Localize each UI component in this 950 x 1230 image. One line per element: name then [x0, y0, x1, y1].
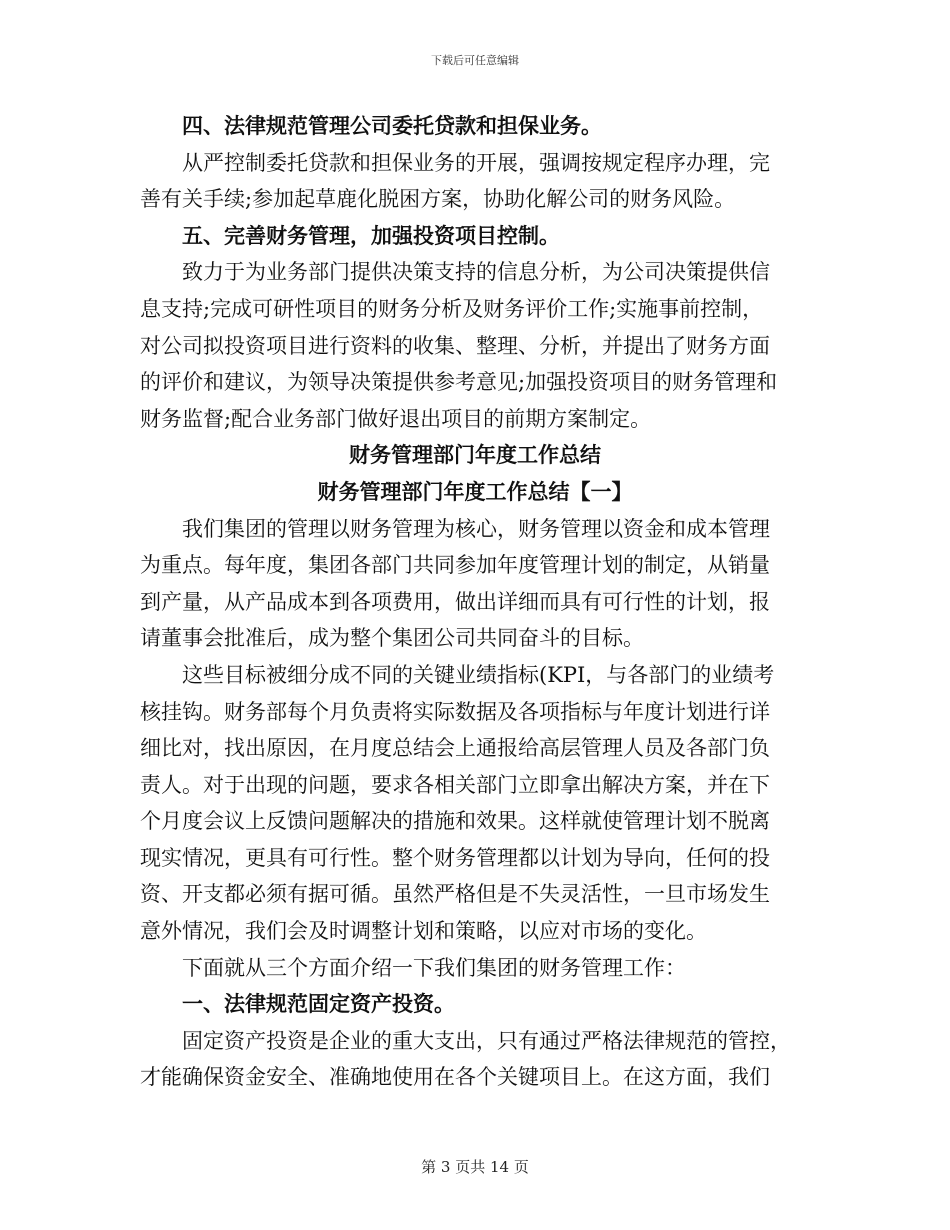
paragraph-line: 资、开支都必须有据可循。虽然严格但是不失灵活性，一旦市场发生 [140, 882, 770, 907]
paragraph-line: 才能确保资金安全、准确地使用在各个关键项目上。在这方面，我们 [140, 1065, 770, 1090]
paragraph-line: 致力于为业务部门提供决策支持的信息分析，为公司决策提供信 [182, 260, 770, 285]
paragraph-line: 个月度会议上反馈问题解决的措施和效果。这样就使管理计划不脱离 [140, 809, 770, 834]
paragraph-line: 请董事会批准后，成为整个集团公司共同奋斗的目标。 [140, 626, 644, 651]
page-header: 下载后可任意编辑 [431, 54, 519, 67]
paragraph-line: 为重点。每年度，集团各部门共同参加年度管理计划的制定，从销量 [140, 553, 770, 578]
document-subtitle: 财务管理部门年度工作总结【一】 [317, 478, 633, 504]
paragraph-line: 责人。对于出现的问题，要求各相关部门立即拿出解决方案，并在下 [140, 772, 770, 797]
paragraph-line: 意外情况，我们会及时调整计划和策略，以应对市场的变化。 [140, 919, 707, 944]
paragraph-line: 的评价和建议，为领导决策提供参考意见;加强投资项目的财务管理和 [140, 370, 778, 395]
paragraph-line: 现实情况，更具有可行性。整个财务管理都以计划为导向，任何的投 [140, 845, 770, 870]
paragraph-line: 下面就从三个方面介绍一下我们集团的财务管理工作： [182, 955, 686, 980]
paragraph-line: 我们集团的管理以财务管理为核心，财务管理以资金和成本管理 [182, 516, 770, 541]
paragraph-line: 财务监督;配合业务部门做好退出项目的前期方案制定。 [140, 406, 652, 431]
section-heading: 一、法律规范固定资产投资。 [182, 991, 455, 1017]
section-heading: 四、法律规范管理公司委托贷款和担保业务。 [182, 113, 602, 138]
document-title: 财务管理部门年度工作总结 [349, 442, 601, 468]
paragraph-line: 细比对，找出原因，在月度总结会上通报给高层管理人员及各部门负 [140, 736, 770, 761]
page-footer: 第 3 页共 14 页 [421, 1158, 529, 1176]
paragraph-line: 这些目标被细分成不同的关键业绩指标(KPI，与各部门的业绩考 [182, 662, 775, 687]
paragraph-line: 固定资产投资是企业的重大支出，只有通过严格法律规范的管控， [182, 1028, 791, 1053]
paragraph-line: 息支持;完成可研性项目的财务分析及财务评价工作;实施事前控制， [140, 296, 764, 321]
paragraph-line: 核挂钩。财务部每个月负责将实际数据及各项指标与年度计划进行详 [140, 699, 770, 724]
paragraph-line: 到产量，从产品成本到各项费用，做出详细而具有可行性的计划，报 [140, 589, 770, 614]
paragraph-line: 对公司拟投资项目进行资料的收集、整理、分析，并提出了财务方面 [140, 333, 770, 358]
document-body [140, 108, 810, 1096]
paragraph-line: 从严控制委托贷款和担保业务的开展，强调按规定程序办理，完 [182, 150, 770, 175]
section-heading: 五、完善财务管理，加强投资项目控制。 [182, 222, 560, 248]
paragraph-line: 善有关手续;参加起草鹿化脱困方案，协助化解公司的财务风险。 [140, 187, 736, 212]
